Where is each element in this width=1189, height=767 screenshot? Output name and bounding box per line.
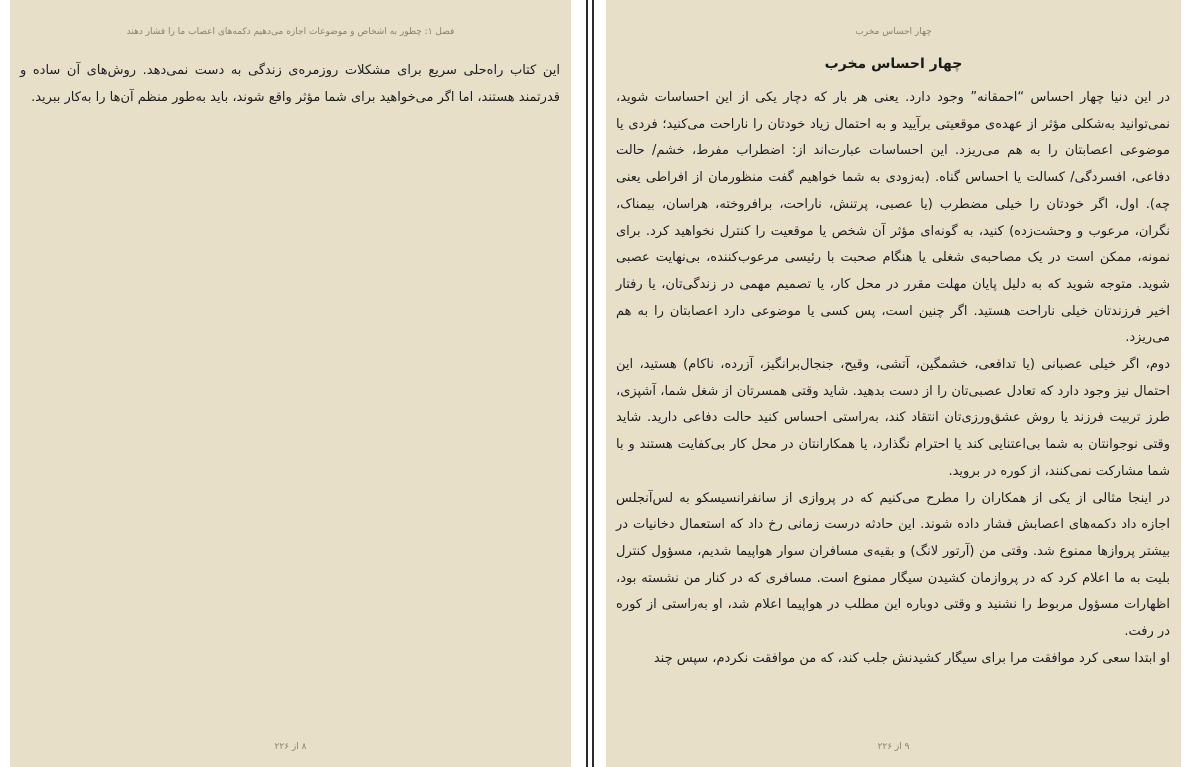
- left-page-body: [20, 58, 560, 111]
- right-page-number: ۹ از ۲۲۶: [877, 742, 910, 752]
- left-running-header: فصل ۱: چطور به اشخاص و موضوعات اجازه می‌دهیم دکمه‌های اعصاب ما را فشار دهند: [126, 27, 455, 37]
- paragraph: او ابتدا سعی کرد موافقت مرا برای سیگار کشیدنش جلب کند، که من موافقت نکردم، سپس چند: [653, 650, 1170, 666]
- spine-divider: [586, 0, 588, 767]
- right-page-body: [616, 85, 1170, 672]
- paragraph: در اینجا مثالی از یکی از همکاران را مطرح می‌کنیم که در پروازی از سانفرانسیسکو به لس‌آنجلس اجازه داد دکمه‌های اعصابش فشار داده شوند. این حادثه درست زمانی رخ داد که استعمال دخانیات در بیشتر پروازها ممنوع شد. وقتی من (آرتور لانگ) و بقیه‌ی مسافران سوار هواپیما شدیم، مسؤول کنترل بلیت به ما اعلام کرد که در پروازمان کشیدن سیگار ممنوع است. مسافری که در کنار من نشسته بود، اظهارات مسؤول مربوط را نشنید و وقتی دوباره این مطلب در هواپیما اعلام شد، او به‌راستی از کوره در رفت.: [616, 490, 1170, 640]
- right-running-header: چهار احساس مخرب: [855, 27, 932, 37]
- right-page: [606, 0, 1181, 767]
- chapter-title: چهار احساس مخرب: [824, 56, 963, 72]
- left-page: [10, 0, 571, 767]
- spine-divider: [592, 0, 594, 767]
- paragraph: دوم، اگر خیلی عصبانی (یا تدافعی، خشمگین، آتشی، وقیح، جنجال‌برانگیز، آزرده، ناکام) هستید، این احتمال نیز وجود دارد که تعادل عصبی‌تان را از دست بدهید. شاید وقتی همسرتان از شغل شما، آشپزی، طرز تربیت فرزند یا روش عشق‌ورزی‌تان انتقاد کند، به‌راستی احساس کنید حالت دفاعی دارید. شاید وقتی نوجوانتان به شما بی‌اعتنایی کند یا احترام نگذارد، یا همکارانتان در محل کار بی‌کفایت هستند و با شما مشارکت نمی‌کنند، از کوره در بروید.: [616, 357, 1170, 479]
- paragraph: در این دنیا چهار احساس “احمقانه” وجود دارد. یعنی هر بار که دچار یکی از این احساسات شوید، نمی‌توانید به‌شکلی مؤثر از عهده‌ی موقعیتی برآیید و به احتمال زیاد خودتان را ناراحت می‌کنید؛ فردی یا موضوعی اعصابتان را به هم می‌ریزد. این احساسات عبارت‌اند از: اضطراب مفرط، خشم/ حالت دفاعی، افسردگی/ کسالت یا احساس گناه. (به‌زودی به شما خواهیم گفت منظورمان از افراطی یعنی چه). اول، اگر خودتان را خیلی مضطرب (یا عصبی، پرتنش، ناراحت، برافروخته، هراسان، بیمناک، نگران، مرعوب و وحشت‌زده) کنید، به گونه‌ای مؤثر آن شخص یا موقعیت را کنترل نخواهید کرد. برای نمونه، ممکن است در یک مصاحبه‌ی شغلی یا هنگام صحبت با رئیسی مرعوب‌کننده، بی‌نهایت عصبی شوید. متوجه شوید که به دلیل پایان مهلت مقرر در محل کار، یا تصمیم مهمی در زندگی‌تان، یا رفتار اخیر فرزندتان خیلی ناراحت هستید. اگر چنین است، پس کسی یا موضوعی دارد اعصابتان را به هم می‌ریزد.: [616, 90, 1170, 346]
- paragraph: این کتاب راه‌حلی سریع برای مشکلات روزمره‌ی زندگی به دست نمی‌دهد. روش‌های آن ساده و قدرتمند هستند، اما اگر می‌خواهید برای شما مؤثر واقع شوند، باید به‌طور منظم آن‌ها را به‌کار ببرید.: [20, 63, 560, 105]
- left-page-number: ۸ از ۲۲۶: [274, 742, 307, 752]
